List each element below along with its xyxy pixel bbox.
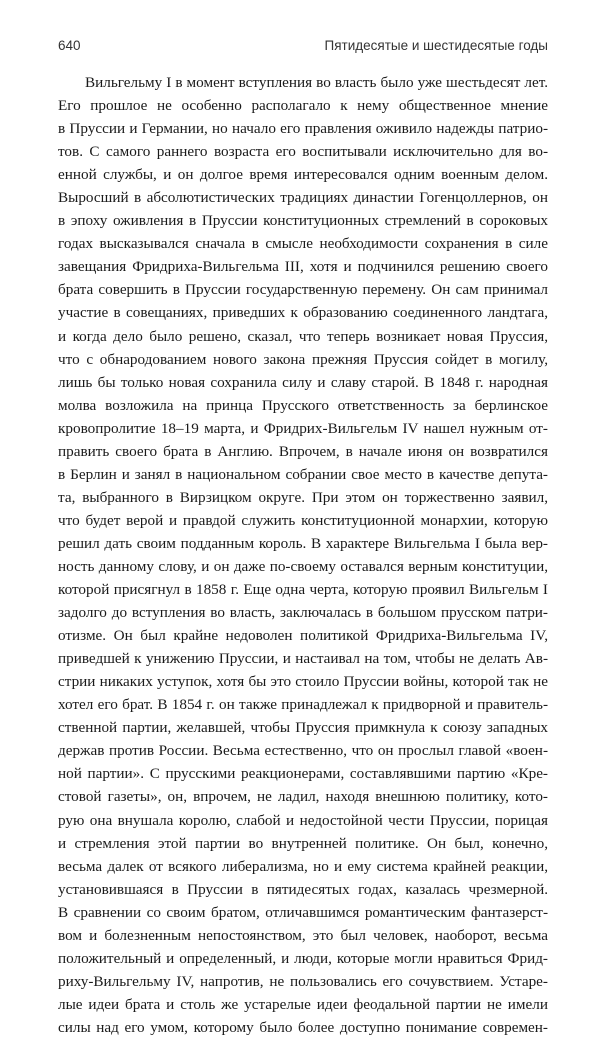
text-line: ственной партии, желавшей, чтобы Пруссия примкнула к союзу западных [58, 719, 548, 737]
text-line: стрии никаких уступок, хотя бы это стоило Пруссии войны, которой так не [58, 673, 548, 691]
text-line: Выросший в абсолютистических традициях династии Гогенцоллернов, он [58, 189, 548, 207]
text-line: годах высказывался сначала в смысле необходимости сохранения в силе [58, 235, 548, 253]
text-line: хотел его брат. В 1854 г. он также принадлежал к придворной и правитель- [58, 696, 548, 714]
text-line: держав против России. Весьма естественно, что он прослыл главой «воен- [58, 742, 548, 760]
text-line: установившаяся в Пруссии в пятидесятых годах, казалась чрезмерной. [58, 880, 548, 898]
text-line: положительный и определенный, и люди, которые могли нравиться Фрид- [58, 949, 548, 967]
page-number: 640 [58, 38, 81, 53]
text-line: править своего брата в Англию. Впрочем, в начале июня он возвратился [58, 442, 548, 460]
text-line: та, выбранного в Вирзицком округе. При этом он торжественно заявил, [58, 488, 548, 506]
text-line: решил дать своим подданным король. В характере Вильгельма I была вер- [58, 534, 548, 552]
text-line: енной службы, и он долгое время интересовался одним военным делом. [58, 166, 548, 184]
running-head: Пятидесятые и шестидесятые годы [324, 38, 548, 53]
text-line: приведшей к унижению Пруссии, и настаивал на том, чтобы не делать Ав- [58, 650, 548, 668]
text-line: участие в совещаниях, приведших к образованию соединенного ландтага, [58, 304, 548, 322]
text-line: риху-Вильгельму IV, напротив, не пользовались его сочувствием. Устаре- [58, 972, 548, 990]
text-line: которой присягнул в 1858 г. Еще одна черта, которую проявил Вильгельм I [58, 581, 548, 599]
text-line: ной партии». С прусскими реакционерами, составлявшими партию «Кре- [58, 765, 548, 783]
text-line: что будет верой и правдой служить конституционной монархии, которую [58, 511, 548, 529]
text-line: силы над его умом, которому было более доступно понимание современ- [58, 1018, 548, 1036]
text-line: стовой газеты», он, впрочем, не ладил, находя внешнюю политику, кото- [58, 788, 548, 806]
text-line: В сравнении со своим братом, отличавшимся романтическим фантазерст- [58, 903, 548, 921]
text-line: в Пруссии и Германии, но начало его правления оживило надежды патрио- [58, 120, 548, 138]
text-line: кровопролитие 18–19 марта, и Фридрих-Вильгельм IV нашел нужным от- [58, 419, 548, 437]
text-line: лые идеи брата и столь же устарелые идеи феодальной партии не имели [58, 995, 548, 1013]
text-line: в эпоху оживления в Пруссии конституционных стремлений в сороковых [58, 212, 548, 230]
text-line: отизме. Он был крайне недоволен политикой Фридриха-Вильгельма IV, [58, 627, 548, 645]
text-line: лишь бы только новая сохранила силу и славу старой. В 1848 г. народная [58, 373, 548, 391]
text-line: брата совершить в Пруссии государственную перемену. Он сам принимал [58, 281, 548, 299]
text-line: что с обнародованием нового закона прежняя Пруссия сойдет в могилу, [58, 350, 548, 368]
text-line: тов. С самого раннего возраста его воспитывали исключительно для во- [58, 143, 548, 161]
text-line: и когда дело было решено, сказал, что теперь возникает новая Пруссия, [58, 327, 548, 345]
text-line: рую она внушала королю, слабой и недостойной чести Пруссии, порицая [58, 811, 548, 829]
text-line: завещания Фридриха-Вильгельма III, хотя и подчинился решению своего [58, 258, 548, 276]
body-text [58, 71, 548, 1039]
text-line: Его прошлое не особенно располагало к нему общественное мнение [58, 97, 548, 115]
text-line: молва возложила на принца Прусского ответственность за берлинское [58, 396, 548, 414]
page-header [58, 38, 548, 60]
text-line: вом и болезненным непостоянством, это был человек, наоборот, весьма [58, 926, 548, 944]
text-line: весьма далек от всякого либерализма, но и ему система крайней реакции, [58, 857, 548, 875]
text-line: в Берлин и занял в национальном собрании свое место в качестве депута- [58, 465, 548, 483]
text-line: задолго до вступления во власть, заключалась в большом прусском патри- [58, 604, 548, 622]
text-line: ность данному слову, и он даже по-своему оставался верным конституции, [58, 557, 548, 575]
text-line: и стремления этой партии во внутренней политике. Он был, конечно, [58, 834, 548, 852]
text-line: Вильгельму I в момент вступления во власть было уже шестьдесят лет. [85, 74, 548, 91]
